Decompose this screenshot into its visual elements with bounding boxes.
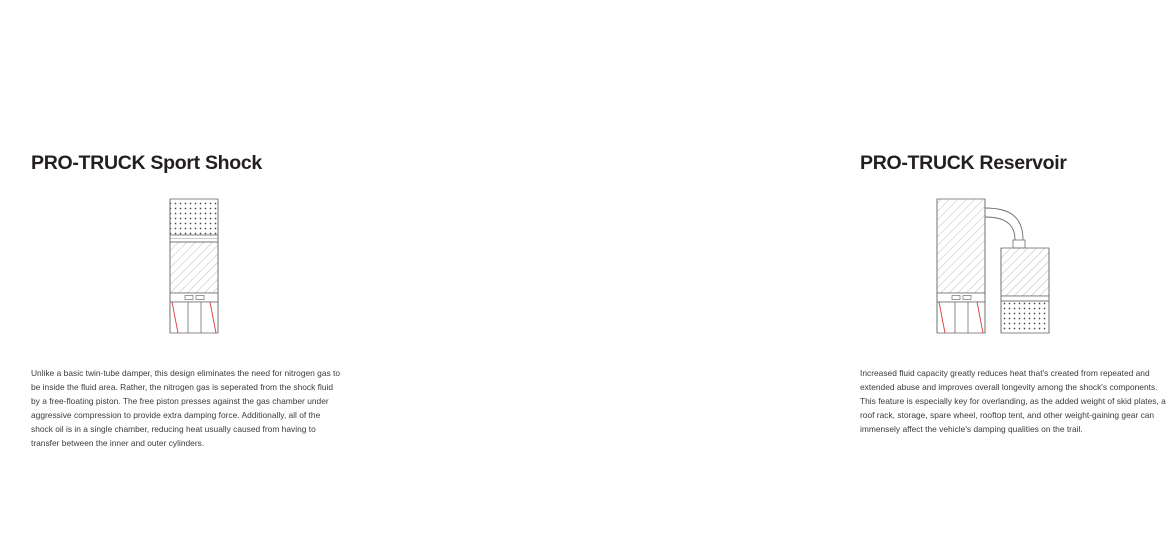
column-reservoir bbox=[400, 0, 1166, 534]
page-title-sport-shock: PRO-TRUCK Sport Shock bbox=[31, 152, 262, 174]
description-reservoir: Increased fluid capacity greatly reduces heat that's created from repeated and extended abuse and improves overall longevity among the shock's components. This feature is especially key for overlanding, as the added weight of skid plates, a roof rack, storage, spare wheel, rooftop tent, and other weight-gaining gear can immensely affect the vehicle's damping qualities on the trail. bbox=[860, 368, 1166, 435]
description-sport-shock: Unlike a basic twin-tube damper, this design eliminates the need for nitrogen gas to be inside the fluid area. Rather, the nitrogen gas is seperated from the shock fluid by a free-floating piston. The free piston presses against the gas chamber under aggressive compression to provide extra damping force. Additionally, all of the shock oil is in a single chamber, reducing heat usually caused from having to transfer between the inner and outer cylinders. bbox=[31, 368, 341, 449]
sport-shock-cutaway-diagram bbox=[148, 196, 258, 336]
column-sport-shock bbox=[0, 0, 400, 534]
reservoir-shock-cutaway-diagram bbox=[927, 196, 1087, 336]
page-title-reservoir: PRO-TRUCK Reservoir bbox=[860, 152, 1067, 174]
